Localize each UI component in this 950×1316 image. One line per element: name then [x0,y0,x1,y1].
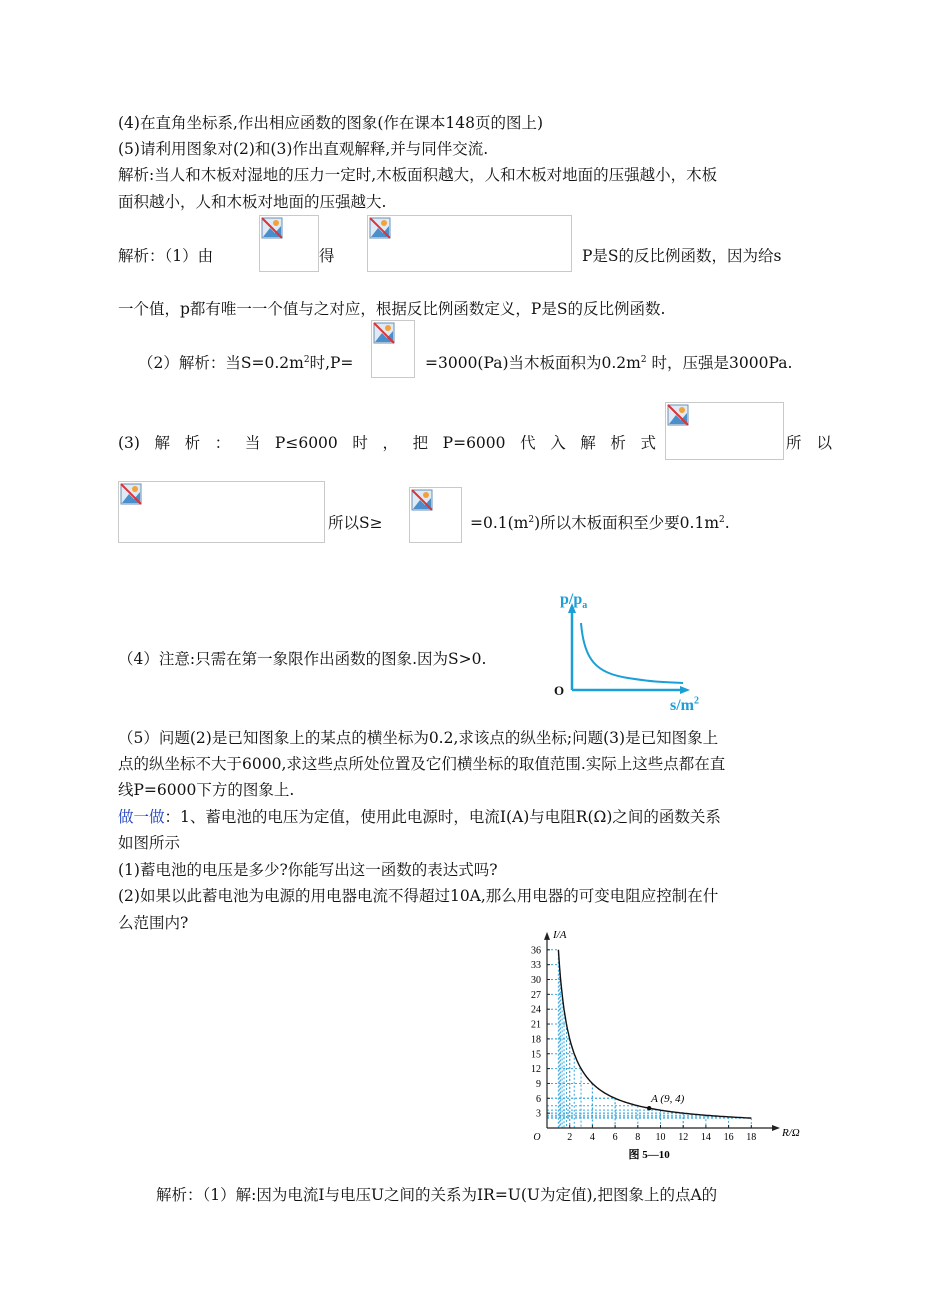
y-tick-label: 36 [531,945,541,957]
text-line-15: 如图所示 [118,834,181,852]
origin-label: O [554,683,565,698]
y-tick-label: 15 [531,1049,541,1061]
text-line-2: (5)请利用图象对(2)和(3)作出直观解释,并与同伴交流. [118,140,489,158]
text-line-17: (2)如果以此蓄电池为电源的用电器电流不得超过10A,那么用电器的可变电阻应控制在什 [118,887,719,905]
y-tick-label: 24 [531,1004,541,1016]
text-line-14: 做一做：1、蓄电池的电压为定值，使用此电源时，电流I(A)与电阻R(Ω)之间的函数关系 [118,808,721,826]
y-tick-label: 18 [531,1034,541,1046]
x-tick-label: 16 [723,1132,734,1143]
x-tick-label: 2 [567,1132,573,1143]
try-it-heading: 做一做 [118,808,165,826]
y-tick-label: 33 [531,960,541,972]
origin-label: O [533,1132,541,1143]
broken-image-icon [367,215,572,272]
text-line-18: 么范围内? [118,914,189,932]
broken-image-icon [118,481,325,543]
broken-image-icon [371,320,415,378]
text-line-1: (4)在直角坐标系,作出相应函数的图象(作在课本148页的图上) [118,114,544,132]
y-axis-label: $p/p_a$ [560,591,588,612]
x-tick-label: 4 [589,1132,595,1143]
x-axis-label: $s/m^2$ [670,695,699,714]
text-line-5c: P是S的反比例函数，因为给s [582,247,782,265]
text-line-19: 解析：（1）解:因为电流I与电压U之间的关系为IR=U(U为定值),把图象上的点A的 [156,1186,718,1204]
text-line-9b: $=0.1(m^2)$所以木板面积至少要$0.1m^2$. [470,514,730,532]
text-line-5b: 得 [319,247,335,265]
text-line-10: （4）注意:只需在第一象限作出函数的图象.因为S>0. [118,650,487,668]
text-line-7: （2）解析：当$S=0.2m^2$时,P= [138,354,354,372]
y-tick-label: 30 [531,975,541,986]
text-line-8-end: 所 以 [786,434,832,452]
y-tick-label: 9 [536,1078,541,1090]
text-line-6: 一个值，p都有唯一一个值与之对应，根据反比例函数定义，P是S的反比例函数. [118,300,666,318]
hyperbola-curve [581,623,683,683]
point-a [647,1106,651,1110]
x-tick-label: 12 [678,1132,689,1143]
text-line-3: 解析:当人和木板对湿地的压力一定时,木板面积越大，人和木板对地面的压强越小，木板 [118,166,718,184]
y-tick-label: 12 [531,1064,541,1076]
text-line-16: (1)蓄电池的电压是多少?你能写出这一函数的表达式吗? [118,861,498,879]
y-axis-arrow [544,932,550,940]
x-axis-arrow [680,686,690,694]
point-a-label: A (9, 4) [651,1093,685,1106]
text-line-7b: =3000(Pa)当木板面积为$0.2m^2$ 时，压强是3000Pa. [425,354,793,372]
text-line-9a: 所以S≥ [328,514,383,532]
text-line-5a: 解析：（1）由 [118,247,214,265]
text-line-11: （5）问题(2)是已知图象上的某点的横坐标为0.2,求该点的纵坐标;问题(3)是已知图象上 [118,729,719,747]
y-tick-label: 3 [536,1108,541,1120]
x-tick-label: 8 [635,1132,641,1143]
pressure-area-graph [548,585,728,720]
x-tick-label: 14 [700,1132,711,1143]
text-line-13: 线P=6000下方的图象上. [118,781,295,799]
y-tick-label: 21 [531,1019,541,1031]
y-tick-label: 6 [536,1093,541,1105]
x-axis-label: R/Ω [782,1127,800,1139]
x-axis-arrow [772,1125,780,1131]
x-tick-label: 6 [612,1132,618,1143]
broken-image-icon [409,487,462,543]
text-line-8: (3) 解 析 ： 当 P≤6000 时 ， 把 P=6000 代 入 解 析 式 [118,434,656,452]
broken-image-icon [259,215,319,272]
broken-image-icon [665,402,784,460]
figure-caption: 图 5—10 [628,1149,670,1161]
x-tick-label: 18 [746,1132,757,1143]
y-axis-label: I/A [553,928,567,941]
text-line-12: 点的纵坐标不大于6000,求这些点所处位置及它们横坐标的取值范围.实际上这些点都在直 [118,755,726,773]
y-tick-label: 27 [531,989,541,1001]
current-resistance-chart [505,928,825,1178]
text-line-4: 面积越小，人和木板对地面的压强越大. [118,193,387,211]
x-tick-label: 10 [655,1132,666,1143]
